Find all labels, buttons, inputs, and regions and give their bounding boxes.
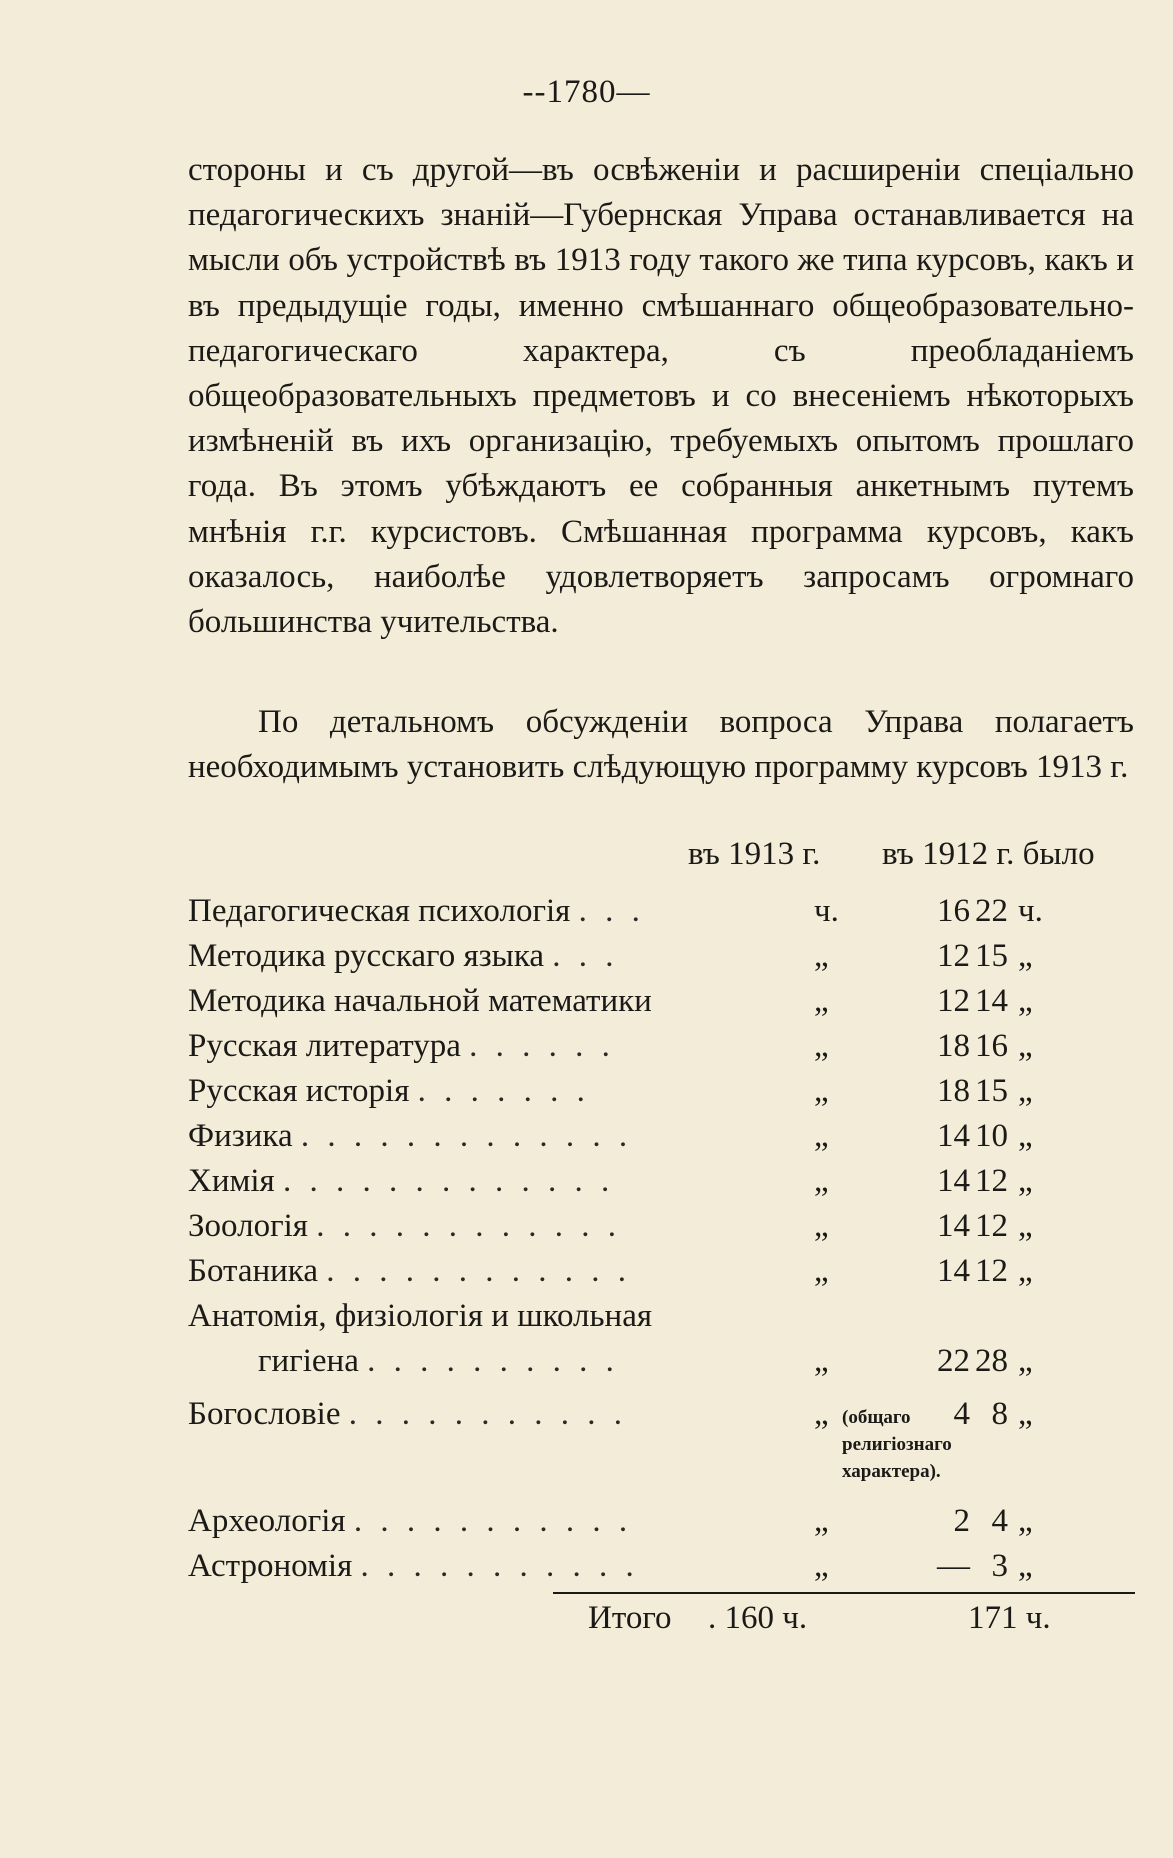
leader-dots: . . .: [552, 938, 619, 974]
hours-1912: 10: [975, 1118, 1008, 1154]
unit-1913: „: [814, 1548, 829, 1584]
hours-1913: 14: [937, 1118, 970, 1154]
table-row-anatomy-line1: [188, 1298, 1088, 1342]
leader-dots: . . . . . . . . . . . .: [316, 1208, 621, 1244]
table-row: [188, 1343, 1088, 1387]
hours-1912: 28: [975, 1343, 1008, 1379]
leader-dots: . . . . . . .: [417, 1073, 590, 1109]
theology-note: (общаго религіознаго характера).: [842, 1407, 952, 1482]
subject-name: Химія . . . . . . . . . . . . .: [188, 1163, 615, 1199]
subject-name: Методика русскаго языка . . .: [188, 938, 619, 974]
paragraph-1: стороны и съ другой—въ освѣженіи и расширеніи спеціально педагогическихъ знаній—Губернская Управа останавливается на мысли объ устройствѣ въ 1913 году такого же типа курсовъ, какъ и въ предыдущіе годы, именно смѣшаннаго общеобразовательно-педагогическаго характера, съ преобладаніемъ общеобразовательныхъ предметовъ и со внесеніемъ нѣкоторыхъ измѣненій въ ихъ организацію, требуемыхъ опытомъ прошлаго года. Въ этомъ убѣждаютъ ее собранныя анкетнымъ путемъ мнѣнія г.г. курсистовъ. Смѣшанная программа курсовъ, какъ оказалось, наиболѣе удовлетворяетъ запросамъ огромнаго большинства учительства.: [188, 152, 1134, 641]
unit-1913: „: [814, 1118, 829, 1154]
hours-1912: 15: [975, 1073, 1008, 1109]
subject-name-continued: гигіена . . . . . . . . . .: [258, 1343, 619, 1379]
hours-1912: 3: [991, 1548, 1008, 1584]
unit-1912: „: [1018, 1028, 1033, 1064]
subject-name: Зоологія . . . . . . . . . . . .: [188, 1208, 621, 1244]
unit-1913: „: [814, 1163, 829, 1199]
subject-name: Археологія . . . . . . . . . . .: [188, 1503, 633, 1539]
leader-dots: . . . . . . . . . . . .: [326, 1253, 631, 1289]
leader-dots: . . . . . . . . . . . . .: [282, 1163, 615, 1199]
table-row: [188, 1548, 1088, 1592]
leader-dots: . . . . . . . . . . .: [348, 1396, 627, 1432]
hours-1913: 14: [937, 1163, 970, 1199]
unit-1913: „: [814, 938, 829, 974]
hours-1912: 14: [975, 983, 1008, 1019]
subject-name: Богословіе . . . . . . . . . . .: [188, 1396, 627, 1432]
unit-1913: „: [814, 1253, 829, 1289]
hours-1912: 22: [975, 893, 1008, 929]
table-row: [188, 893, 1088, 937]
unit-1912: „: [1018, 1118, 1033, 1154]
hours-1912: 4: [991, 1503, 1008, 1539]
table-row: [188, 1118, 1088, 1162]
total-1913: . 160 ч.: [708, 1600, 808, 1636]
paragraph-2: По детальномъ обсужденіи вопроса Управа полагаетъ необходимымъ установить слѣдующую программу курсовъ 1913 г.: [188, 704, 1134, 786]
unit-1912: „: [1018, 938, 1033, 974]
unit-1912: „: [1018, 1343, 1033, 1379]
total-rule: [553, 1592, 1135, 1594]
hours-1913: 12: [937, 938, 970, 974]
subject-name: Ботаника . . . . . . . . . . . .: [188, 1253, 631, 1289]
subject-name: Русская исторія . . . . . . .: [188, 1073, 590, 1109]
table-row: [188, 1073, 1088, 1117]
unit-1913: „: [814, 1073, 829, 1109]
hours-1913: —: [937, 1548, 970, 1584]
hours-1913: 12: [937, 983, 970, 1019]
unit-1912: „: [1018, 1208, 1033, 1244]
table-row: [188, 983, 1088, 1027]
unit-1913: „: [814, 1343, 829, 1379]
hours-1913: 14: [937, 1253, 970, 1289]
unit-1912: „: [1018, 1548, 1033, 1584]
unit-1913: „: [814, 1028, 829, 1064]
hours-1912: 12: [975, 1253, 1008, 1289]
unit-1912: „: [1018, 1163, 1033, 1199]
leader-dots: . . . . . . . . . . . . .: [300, 1118, 633, 1154]
unit-1913: „: [814, 1503, 829, 1539]
unit-1912: „: [1018, 1503, 1033, 1539]
unit-1912: „: [1018, 1253, 1033, 1289]
subject-name: Физика . . . . . . . . . . . . .: [188, 1118, 633, 1154]
unit-1913: „: [814, 1396, 829, 1432]
subject-name: Методика начальной математики: [188, 983, 652, 1019]
subject-name: Русская литература . . . . . .: [188, 1028, 615, 1064]
column-header-1912: въ 1912 г. было: [882, 836, 1095, 872]
hours-1913: 2: [953, 1503, 970, 1539]
table-row: [188, 1503, 1088, 1547]
hours-1912: 12: [975, 1208, 1008, 1244]
unit-1912: ч.: [1018, 893, 1043, 929]
hours-1913: 4: [953, 1396, 970, 1432]
leader-dots: . . . . . . . . . . .: [360, 1548, 639, 1584]
leader-dots: . . .: [578, 893, 645, 929]
hours-1913: 22: [937, 1343, 970, 1379]
leader-dots: . . . . . . . . . . .: [353, 1503, 633, 1539]
total-1912: 171 ч.: [968, 1600, 1051, 1636]
page-number: --1780—: [522, 74, 651, 110]
table-row: [188, 1253, 1088, 1297]
unit-1913: ч.: [814, 893, 839, 929]
table-row: [188, 1163, 1088, 1207]
subject-name: Педагогическая психологія . . .: [188, 893, 645, 929]
hours-1913: 16: [937, 893, 970, 929]
subject-name: Анатомія, физіологія и школьная: [188, 1298, 653, 1334]
table-row: [188, 1208, 1088, 1252]
subject-name: Астрономія . . . . . . . . . . .: [188, 1548, 639, 1584]
hours-1912: 12: [975, 1163, 1008, 1199]
hours-1912: 8: [991, 1396, 1008, 1432]
leader-dots: . . . . . .: [469, 1028, 615, 1064]
unit-1913: „: [814, 983, 829, 1019]
table-row: [188, 938, 1088, 982]
table-row: [188, 1028, 1088, 1072]
total-label: Итого: [588, 1600, 672, 1636]
hours-1912: 16: [975, 1028, 1008, 1064]
unit-1912: „: [1018, 983, 1033, 1019]
hours-1913: 18: [937, 1028, 970, 1064]
hours-1913: 14: [937, 1208, 970, 1244]
leader-dots: . . . . . . . . . .: [367, 1343, 619, 1379]
hours-1912: 15: [975, 938, 1008, 974]
unit-1912: „: [1018, 1396, 1033, 1432]
unit-1913: „: [814, 1208, 829, 1244]
unit-1912: „: [1018, 1073, 1033, 1109]
column-header-1913: въ 1913 г.: [688, 836, 821, 872]
hours-1913: 18: [937, 1073, 970, 1109]
